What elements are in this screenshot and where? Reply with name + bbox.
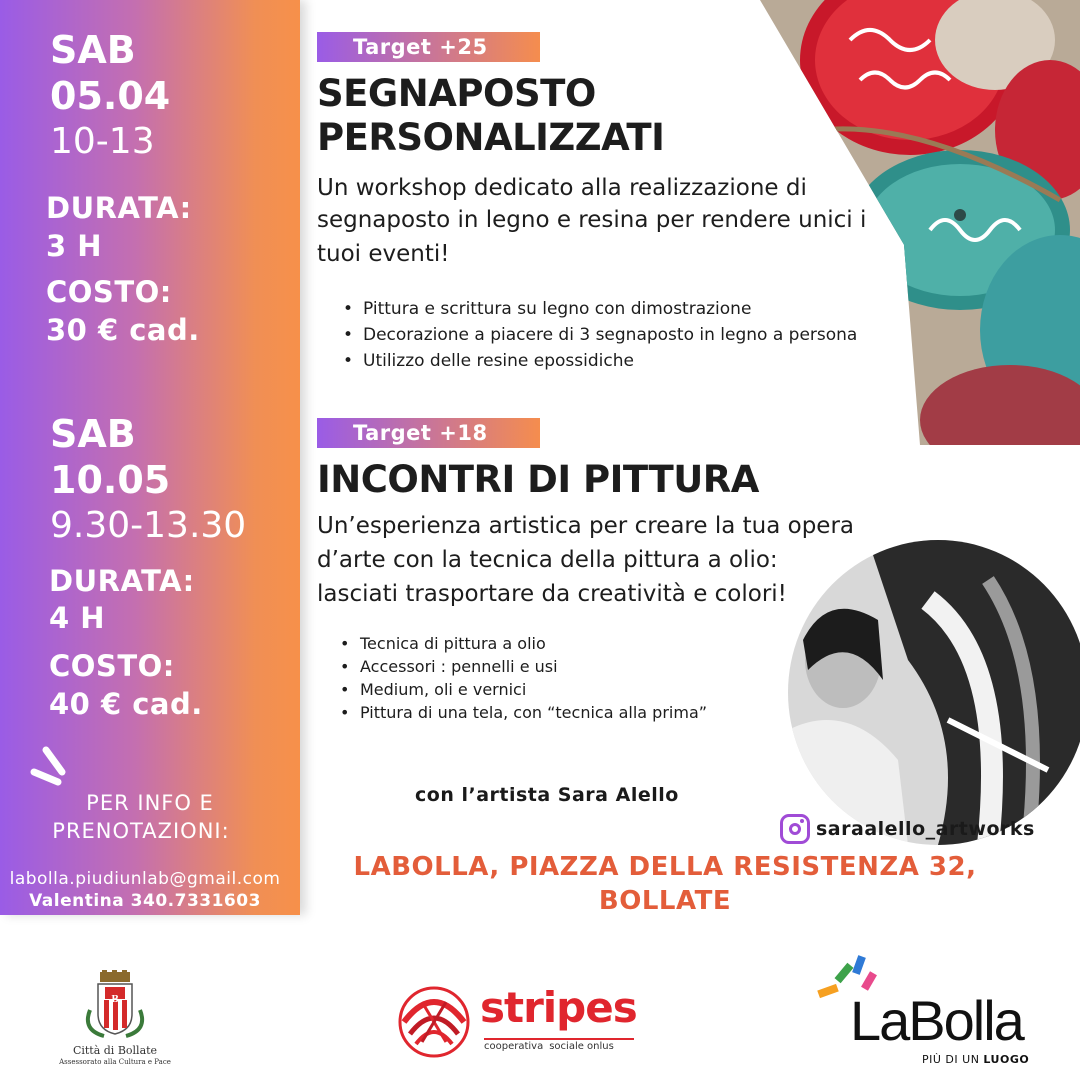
instagram-icon: [780, 814, 810, 844]
workshop2-bullet-list: [340, 632, 707, 724]
workshop2-desc-line2: d’arte con la tecnica della pittura a olio:: [317, 547, 778, 573]
workshop1-desc-line1: Un workshop dedicato alla realizzazione di: [317, 175, 807, 201]
labolla-tagline-part1: PIÙ DI UN: [922, 1053, 984, 1066]
sparkle-icon: [28, 742, 68, 792]
labolla-tagline: [922, 1053, 1029, 1066]
event2-duration-label: DURATA:: [49, 564, 195, 598]
event2-time: 9.30-13.30: [50, 505, 247, 546]
sidebar: [0, 0, 300, 915]
stripes-subtitle: [484, 1038, 634, 1052]
list-item: • Accessori : pennelli e usi: [340, 655, 707, 678]
bollate-shield-letter: B: [111, 995, 119, 1005]
list-item: • Tecnica di pittura a olio: [340, 632, 707, 655]
list-item: • Pittura e scrittura su legno con dimostrazione: [343, 296, 857, 322]
info-heading-line2: PRENOTAZIONI:: [52, 819, 230, 843]
stripes-swirl-icon: [392, 982, 482, 1062]
stripes-subtitle-2: sociale onlus: [549, 1041, 614, 1052]
workshop2-desc-line3: lasciati trasportare da creatività e colori!: [317, 581, 787, 607]
event1-duration-label: DURATA:: [46, 191, 192, 225]
workshop1-target-badge: Target +25: [317, 32, 540, 62]
stripes-subtitle-1: cooperativa: [484, 1041, 544, 1052]
event1-cost-label: COSTO:: [46, 275, 172, 309]
event1-date: 05.04: [50, 74, 171, 118]
bollate-logo: [50, 970, 180, 1070]
contact-phone[interactable]: Valentina 340.7331603: [29, 891, 261, 911]
workshop1-desc-line2: segnaposto in legno e resina per rendere unici i: [317, 207, 867, 233]
artist-credit: con l’artista Sara Alello: [415, 784, 679, 806]
workshop2-desc-line1: Un’esperienza artistica per creare la tua opera: [317, 513, 854, 539]
event2-duration-value: 4 H: [49, 601, 106, 635]
workshop2-title: INCONTRI DI PITTURA: [317, 458, 759, 501]
instagram-handle[interactable]: saraalello_artworks: [816, 818, 1035, 840]
info-heading-line1: PER INFO E: [86, 791, 214, 815]
labolla-tagline-part2: LUOGO: [983, 1053, 1030, 1066]
instagram-link[interactable]: [780, 814, 1035, 844]
workshop1-title-line2: PERSONALIZZATI: [317, 116, 665, 159]
list-item: • Utilizzo delle resine epossidiche: [343, 348, 857, 374]
event1-time: 10-13: [50, 121, 155, 162]
event1-duration-value: 3 H: [46, 229, 103, 263]
event2-day: SAB: [50, 412, 136, 456]
list-item: • Medium, oli e vernici: [340, 678, 707, 701]
venue-address: [320, 850, 1010, 918]
contact-email[interactable]: labolla.piudiunlab@gmail.com: [9, 869, 281, 889]
labolla-logo: [812, 955, 1042, 1070]
artist-portrait: [788, 540, 1080, 845]
workshop1-title-line1: SEGNAPOSTO: [317, 72, 596, 115]
event1-day: SAB: [50, 28, 136, 72]
stripes-logo: [392, 982, 642, 1062]
workshop2-target-badge: Target +18: [317, 418, 540, 448]
event2-cost-label: COSTO:: [49, 649, 175, 683]
event1-cost-value: 30 € cad.: [46, 313, 200, 347]
event2-cost-value: 40 € cad.: [49, 687, 203, 721]
event2-date: 10.05: [50, 458, 171, 502]
list-item: • Decorazione a piacere di 3 segnaposto in legno a persona: [343, 322, 857, 348]
venue-address-line2: BOLLATE: [598, 886, 732, 916]
workshop1-desc-line3: tuoi eventi!: [317, 241, 450, 267]
bollate-name: Città di Bollate: [72, 1044, 158, 1057]
venue-address-line1: LABOLLA, PIAZZA DELLA RESISTENZA 32,: [353, 852, 977, 882]
stripes-name: stripes: [480, 983, 637, 1032]
bollate-subtitle: Assessorato alla Cultura e Pace: [59, 1058, 171, 1066]
list-item: • Pittura di una tela, con “tecnica alla prima”: [340, 701, 707, 724]
workshop1-bullet-list: [343, 296, 857, 374]
labolla-name: LaBolla: [850, 989, 1023, 1052]
